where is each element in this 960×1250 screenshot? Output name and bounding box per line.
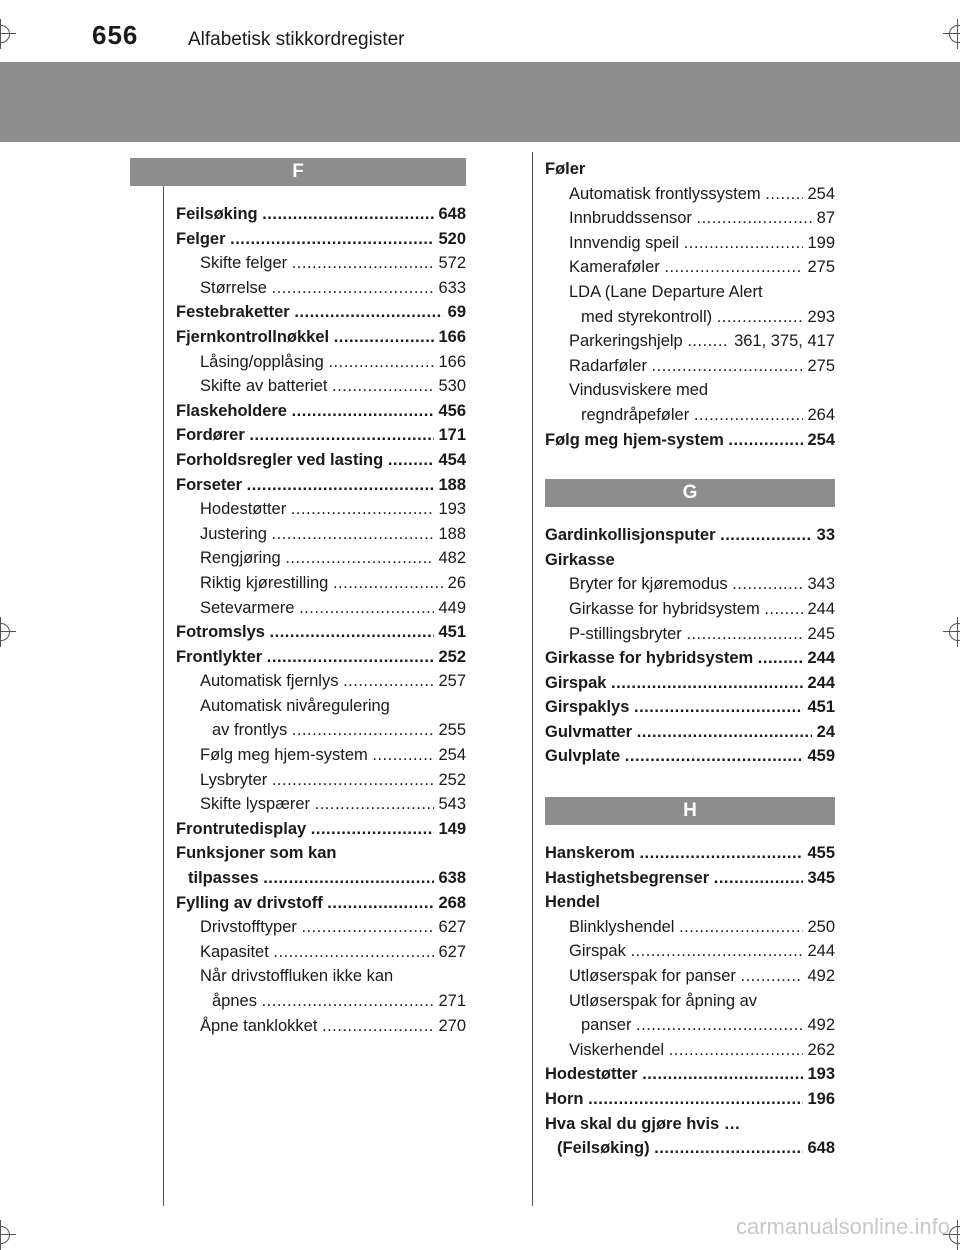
entry-list-f (176, 202, 466, 1038)
index-entry (176, 300, 466, 325)
dot-leader (263, 866, 434, 891)
entry-term: Horn (545, 1090, 584, 1108)
index-entry (545, 841, 835, 866)
entry-term: Hendel (545, 893, 601, 912)
entry-term: Gulvmatter (545, 722, 633, 741)
entry-term: Innbruddssensor (569, 209, 692, 228)
entry-page-number: 455 (807, 844, 835, 863)
entry-term: Låsing/opplåsing (200, 352, 324, 371)
entry-term: Fjernkontrollnøkkel (176, 327, 330, 346)
index-entry (545, 964, 835, 989)
entry-page-number: 482 (438, 549, 466, 568)
entry-page-number: 451 (438, 623, 466, 642)
entry-term: Fylling av drivstoff (176, 893, 323, 912)
index-entry (176, 768, 466, 793)
entry-term: regndråpeføler (581, 405, 690, 424)
index-entry (176, 1014, 466, 1039)
index-entry (176, 423, 466, 448)
index-entry (176, 841, 466, 866)
entry-page-number: 264 (807, 405, 835, 424)
entry-term: Utløserspak for panser (569, 967, 736, 986)
index-entry (176, 743, 466, 768)
entry-page-number: 627 (438, 942, 466, 961)
dot-leader (636, 1013, 803, 1038)
entry-term: Følg meg hjem-system (200, 746, 368, 765)
index-entry (176, 645, 466, 670)
dot-leader (262, 202, 434, 227)
dot-leader (639, 841, 802, 866)
index-entry (545, 1038, 835, 1063)
dot-leader (285, 546, 434, 571)
index-entry (545, 523, 835, 548)
entry-term: Automatisk frontlyssystem (569, 184, 761, 203)
entry-term: Føler (545, 160, 586, 178)
entry-page-number: 254 (438, 746, 466, 765)
entry-term: Flaskeholdere (176, 401, 287, 420)
index-entry (176, 571, 466, 596)
index-entry (545, 1013, 835, 1038)
watermark: carmanualsonline.info (735, 1214, 950, 1239)
entry-page-number: 199 (807, 233, 835, 252)
index-entry (545, 695, 835, 720)
dot-leader (343, 669, 434, 694)
dot-leader (291, 497, 434, 522)
column-rule-right (532, 152, 533, 1206)
entry-page-number: 24 (816, 722, 835, 741)
dot-leader (262, 989, 434, 1014)
page-header (0, 0, 960, 142)
entry-term: Vindusviskere med (569, 381, 709, 400)
entry-term: P-stillingsbryter (569, 624, 682, 643)
dot-leader (611, 671, 803, 696)
index-entry (176, 940, 466, 965)
entry-term: Automatisk nivåregulering (200, 696, 390, 715)
entry-page-number: 193 (807, 1065, 835, 1084)
dot-leader (292, 399, 434, 424)
entry-page-number: 638 (438, 869, 466, 888)
dot-leader (267, 645, 434, 670)
entry-page-number: 252 (438, 770, 466, 789)
entry-term: Forseter (176, 475, 243, 494)
index-entry (545, 182, 835, 207)
entry-term: Blinklyshendel (569, 917, 675, 936)
index-entry (545, 720, 835, 745)
index-entry (545, 939, 835, 964)
dot-leader (294, 300, 443, 325)
dot-leader (322, 1014, 434, 1039)
entry-page-number: 520 (438, 229, 466, 248)
dot-leader (273, 940, 433, 965)
dot-leader (327, 891, 434, 916)
entry-term: Girkasse for hybridsystem (569, 599, 760, 618)
dot-leader (765, 182, 803, 207)
entry-term: Justering (200, 524, 267, 543)
entry-page-number: 33 (816, 526, 835, 545)
dot-leader (311, 817, 434, 842)
entry-term: Funksjoner som kan (176, 844, 337, 863)
dot-leader (717, 305, 803, 330)
index-entry (545, 671, 835, 696)
entry-term: Fordører (176, 426, 245, 445)
entry-term: Frontlykter (176, 647, 263, 666)
entry-page-number: 271 (438, 992, 466, 1010)
index-entry (176, 276, 466, 301)
dot-leader (630, 939, 802, 964)
entry-page-number: 171 (438, 426, 466, 445)
index-entry (545, 915, 835, 940)
header-band (0, 62, 960, 142)
dot-leader (272, 276, 434, 301)
entry-page-number: 627 (438, 918, 466, 937)
entry-term: Fotromslys (176, 623, 265, 642)
letter-heading-h: H (545, 797, 835, 825)
entry-term: Innvendig speil (569, 233, 680, 252)
letter-heading-f: F (130, 158, 466, 186)
dot-leader (388, 448, 434, 473)
index-entry (176, 546, 466, 571)
index-entry (176, 202, 466, 227)
letter-heading-g: G (545, 479, 835, 507)
entry-page-number: 345 (807, 868, 835, 887)
entry-page-number: 648 (438, 205, 466, 223)
index-entry (176, 522, 466, 547)
entry-page-number: 166 (438, 352, 466, 371)
index-entry (176, 989, 466, 1014)
entry-page-number: 343 (807, 575, 835, 594)
entry-term: Forholdsregler ved lasting (176, 450, 384, 469)
entry-page-number: 572 (438, 254, 466, 273)
entry-term: Skifte lyspærer (200, 795, 311, 814)
index-entry (176, 694, 466, 719)
crop-mark-icon (943, 19, 960, 49)
dot-leader (301, 915, 433, 940)
dot-leader (652, 354, 803, 379)
entry-page-number: 449 (438, 598, 466, 617)
entry-term: med styrekontroll) (581, 307, 713, 326)
dot-leader (741, 964, 803, 989)
entry-page-number: 268 (438, 893, 466, 912)
entry-term: Girspak (569, 942, 626, 961)
dot-leader (292, 718, 434, 743)
entry-term: Rengjøring (200, 549, 281, 568)
index-entry (545, 329, 835, 354)
dot-leader (625, 744, 803, 769)
index-entry (176, 399, 466, 424)
entry-page-number: 252 (438, 647, 466, 666)
entry-page-number: 275 (807, 258, 835, 277)
entry-page-number: 244 (807, 673, 835, 692)
entry-page-number: 69 (447, 303, 466, 322)
entry-term: Følg meg hjem-system (545, 430, 724, 449)
entry-term: Når drivstoffluken ikke kan (200, 967, 394, 986)
dot-leader (764, 597, 803, 622)
entry-page-number: 188 (438, 524, 466, 543)
index-entry (176, 473, 466, 498)
entry-page-number: 648 (807, 1139, 835, 1158)
entry-page-number: 459 (807, 747, 835, 766)
dot-leader (728, 428, 802, 453)
index-entry (545, 622, 835, 647)
crop-mark-icon (0, 617, 16, 647)
index-entry (545, 206, 835, 231)
entry-term: Skifte felger (200, 254, 288, 273)
dot-leader (249, 423, 434, 448)
entry-page-number: 245 (807, 624, 835, 643)
index-entry (545, 255, 835, 280)
dot-leader (669, 1038, 803, 1063)
entry-page-number: 193 (438, 500, 466, 519)
entry-term: Viskerhendel (569, 1040, 665, 1059)
dot-leader (299, 596, 434, 621)
entry-page-number: 87 (816, 209, 835, 228)
entry-page-number: 196 (807, 1090, 835, 1108)
entry-term: Girspaklys (545, 698, 630, 717)
index-entry (176, 350, 466, 375)
entry-term: tilpasses (188, 869, 259, 888)
index-entry (176, 718, 466, 743)
dot-leader (664, 255, 803, 280)
entry-term: Hastighetsbegrenser (545, 868, 710, 887)
entry-term: Festebraketter (176, 303, 290, 322)
dot-leader (758, 646, 803, 671)
entry-term: åpnes (212, 992, 257, 1010)
entry-page-number: 149 (438, 819, 466, 838)
entry-term: (Feilsøking) (557, 1139, 650, 1158)
entry-term: Felger (176, 229, 226, 248)
entry-list-f-continued (545, 157, 835, 452)
entry-term: Utløserspak for åpning av (569, 991, 758, 1010)
dot-leader (686, 622, 803, 647)
entry-term: LDA (Lane Departure Alert (569, 282, 763, 301)
entry-term: av frontlys (212, 721, 288, 740)
dot-leader (654, 1136, 803, 1161)
dot-leader (720, 523, 812, 548)
entry-term: Parkeringshjelp (569, 332, 683, 351)
entry-term: Setevarmere (200, 598, 295, 617)
dot-leader (272, 522, 434, 547)
entry-term: Automatisk fjernlys (200, 672, 339, 691)
entry-term: Frontrutedisplay (176, 819, 307, 838)
entry-page-number: 361, 375, 417 (734, 332, 835, 351)
index-entry (176, 669, 466, 694)
entry-term: Hodestøtter (545, 1065, 638, 1084)
index-entry (176, 251, 466, 276)
entry-term: Feilsøking (176, 205, 258, 223)
dot-leader (697, 206, 813, 231)
entry-term: Størrelse (200, 278, 267, 297)
entry-page-number: 188 (438, 475, 466, 494)
dot-leader (328, 350, 433, 375)
dot-leader (732, 572, 803, 597)
index-entry (545, 890, 835, 915)
entry-page-number: 275 (807, 356, 835, 375)
index-entry (176, 227, 466, 252)
dot-leader (230, 227, 434, 252)
index-column-left (176, 158, 466, 1038)
index-entry (176, 374, 466, 399)
entry-list-g (545, 523, 835, 769)
entry-page-number: 244 (807, 942, 835, 961)
entry-term: Hva skal du gjøre hvis … (545, 1114, 741, 1133)
dot-leader (270, 620, 434, 645)
index-entry (545, 378, 835, 403)
entry-page-number: 492 (807, 1016, 835, 1035)
dot-leader (334, 325, 434, 350)
crop-mark-icon (0, 19, 16, 49)
index-entry (545, 280, 835, 305)
entry-term: Drivstofftyper (200, 918, 297, 937)
index-entry (545, 231, 835, 256)
entry-page-number: 530 (438, 377, 466, 396)
index-entry (545, 157, 835, 182)
entry-list-h (545, 841, 835, 1161)
index-entry (176, 891, 466, 916)
dot-leader (694, 403, 803, 428)
index-entry (545, 1112, 835, 1137)
index-entry (176, 817, 466, 842)
entry-term: Kapasitet (200, 942, 269, 961)
index-entry (545, 1062, 835, 1087)
entry-page-number: 492 (807, 967, 835, 986)
dot-leader (372, 743, 434, 768)
entry-term: Åpne tanklokket (200, 1016, 318, 1035)
entry-term: Riktig kjørestilling (200, 573, 329, 592)
index-entry (176, 448, 466, 473)
dot-leader (247, 473, 434, 498)
dot-leader (642, 1062, 803, 1087)
index-entry (545, 597, 835, 622)
entry-term: Girspak (545, 673, 607, 692)
entry-term: Skifte av batteriet (200, 377, 328, 396)
entry-term: Girkasse (545, 550, 615, 569)
entry-page-number: 254 (807, 430, 835, 449)
entry-term: Hodestøtter (200, 500, 287, 519)
dot-leader (588, 1087, 803, 1112)
index-entry (545, 403, 835, 428)
entry-term: Bryter for kjøremodus (569, 575, 728, 594)
crop-mark-icon (943, 617, 960, 647)
entry-page-number: 244 (807, 599, 835, 618)
dot-leader (634, 695, 803, 720)
index-entry (545, 305, 835, 330)
index-entry (545, 548, 835, 573)
entry-page-number: 633 (438, 278, 466, 297)
index-entry (176, 596, 466, 621)
entry-term: Kameraføler (569, 258, 660, 277)
entry-page-number: 26 (447, 573, 466, 592)
index-entry (545, 1087, 835, 1112)
dot-leader (292, 251, 434, 276)
entry-page-number: 250 (807, 917, 835, 936)
index-entry (545, 989, 835, 1014)
entry-page-number: 543 (438, 795, 466, 814)
dot-leader (333, 571, 443, 596)
index-entry (545, 1136, 835, 1161)
dot-leader (684, 231, 803, 256)
entry-term: Girkasse for hybridsystem (545, 649, 754, 668)
dot-leader (714, 866, 803, 891)
crop-mark-icon (0, 1220, 16, 1250)
dot-leader (332, 374, 434, 399)
dot-leader (272, 768, 434, 793)
entry-term: panser (581, 1016, 632, 1035)
entry-term: Radarføler (569, 356, 647, 375)
index-entry (176, 497, 466, 522)
entry-term: Hanskerom (545, 844, 635, 863)
index-entry (176, 620, 466, 645)
entry-page-number: 454 (438, 450, 466, 469)
index-entry (545, 354, 835, 379)
section-title: Alfabetisk stikkordregister (188, 29, 405, 50)
entry-page-number: 262 (807, 1040, 835, 1059)
index-entry (545, 572, 835, 597)
index-entry (545, 866, 835, 891)
index-entry (545, 744, 835, 769)
dot-leader (687, 329, 729, 354)
index-entry (545, 428, 835, 453)
index-entry (176, 964, 466, 989)
entry-term: Gardinkollisjonsputer (545, 526, 716, 545)
entry-page-number: 257 (438, 672, 466, 691)
entry-page-number: 254 (807, 184, 835, 203)
entry-page-number: 293 (807, 307, 835, 326)
dot-leader (315, 792, 434, 817)
page-number: 656 (92, 20, 139, 50)
index-entry (176, 792, 466, 817)
index-entry (545, 646, 835, 671)
entry-page-number: 270 (438, 1016, 466, 1035)
entry-page-number: 456 (438, 401, 466, 420)
entry-term: Lysbryter (200, 770, 268, 789)
index-entry (176, 915, 466, 940)
entry-page-number: 166 (438, 327, 466, 346)
entry-page-number: 255 (438, 721, 466, 740)
entry-page-number: 244 (807, 649, 835, 668)
entry-page-number: 451 (807, 698, 835, 717)
index-entry (176, 325, 466, 350)
index-entry (176, 866, 466, 891)
dot-leader (679, 915, 803, 940)
index-column-right (545, 157, 835, 1161)
entry-term: Gulvplate (545, 747, 621, 766)
dot-leader (637, 720, 812, 745)
column-rule-left (163, 184, 164, 1206)
